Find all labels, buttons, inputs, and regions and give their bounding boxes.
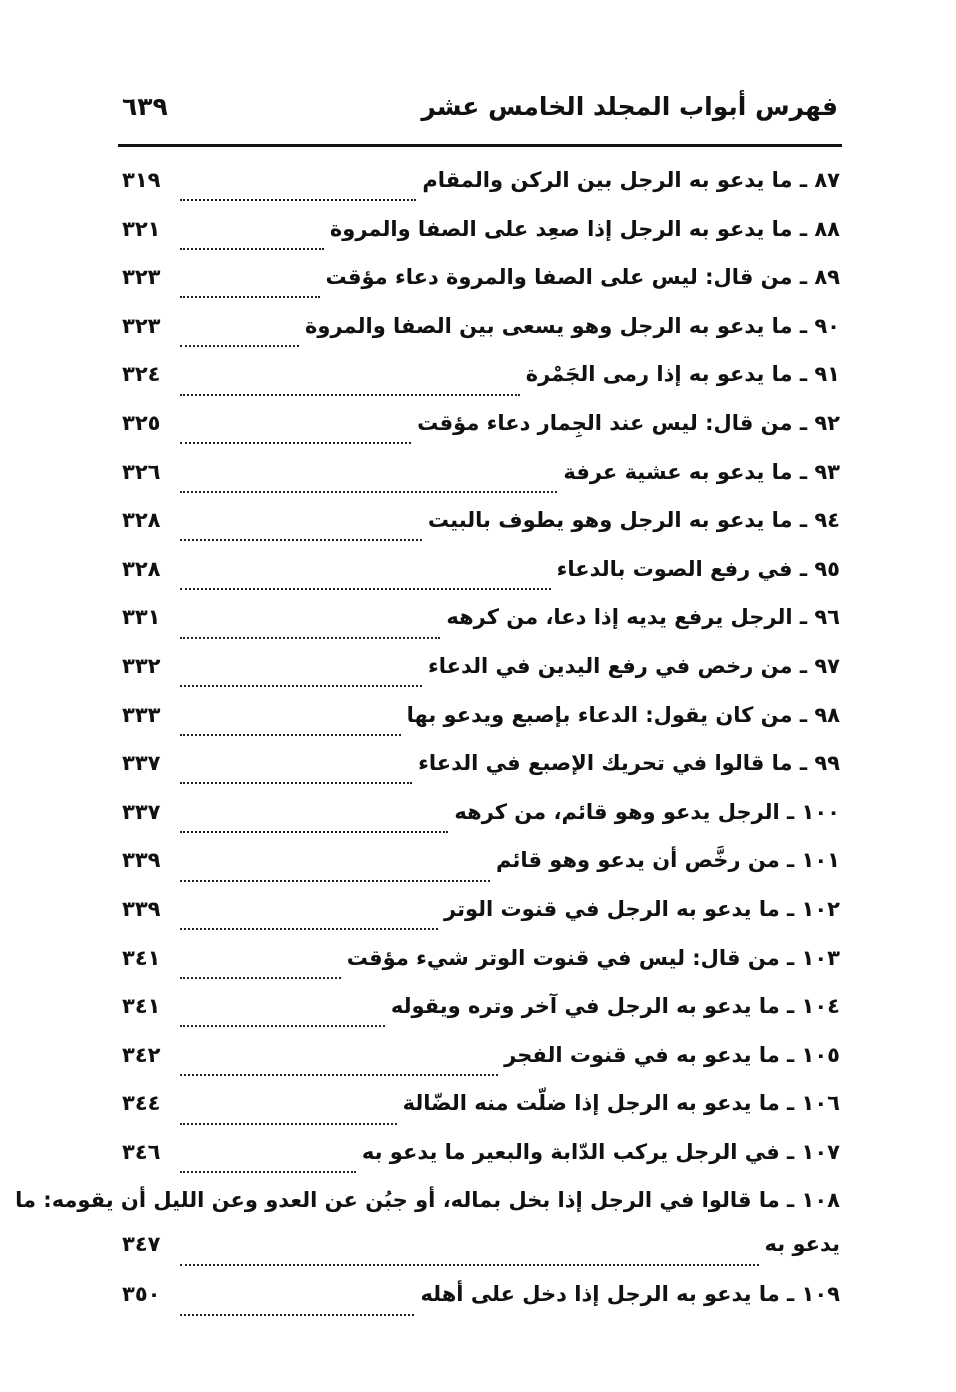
toc-entry-title: ٨٩ ـ من قال: ليس على الصفا والمروة دعاء مؤقت <box>325 265 840 290</box>
toc-entry <box>122 605 840 654</box>
toc-entry-title: ١٠٠ ـ الرجل يدعو وهو قائم، من كرهه <box>454 799 840 824</box>
toc-entry-title: ٩٤ ـ ما يدعو به الرجل وهو يطوف بالبيت <box>427 508 840 533</box>
toc-entry-title: ٩٢ ـ من قال: ليس عند الجِمار دعاء مؤقت <box>417 410 840 435</box>
toc-dot-leader <box>180 880 490 882</box>
toc-entry-title: ١٠١ ـ من رخَّص أن يدعو وهو قائم <box>496 848 840 873</box>
toc-entry-title: ٩١ ـ ما يدعو به إذا رمى الجَمْرة <box>525 362 840 387</box>
toc-dot-leader <box>180 1171 356 1173</box>
toc-dot-leader <box>180 977 341 979</box>
toc-entry <box>122 897 840 946</box>
toc-entry <box>122 1140 840 1189</box>
toc-entry-title: ٩٣ ـ ما يدعو به عشية عرفة <box>563 459 840 484</box>
toc-entry-title-line1: ١٠٨ ـ ما قالوا في الرجل إذا بخل بماله، أو جبُن عن العدو وعن الليل أن يقومه: ما <box>15 1188 840 1213</box>
toc-dot-leader <box>180 345 299 347</box>
toc-entry-line2 <box>122 1232 840 1282</box>
toc-entry <box>122 362 840 411</box>
toc-dot-leader <box>180 928 438 930</box>
toc-dot-leader <box>180 734 401 736</box>
toc-entry-page: ٣٣٢ <box>122 653 161 678</box>
toc-dot-leader <box>180 685 422 687</box>
toc-entry-title: ١٠٣ ـ من قال: ليس في قنوت الوتر شيء مؤقت <box>346 945 840 970</box>
toc-entry <box>122 946 840 995</box>
toc-entry <box>122 703 840 752</box>
toc-dot-leader <box>180 1074 498 1076</box>
toc-entry-page: ٣٢٨ <box>122 556 161 581</box>
toc-entry-page: ٣٤٢ <box>122 1042 161 1067</box>
toc-dot-leader <box>180 1264 759 1266</box>
toc-entry <box>122 800 840 849</box>
toc-entry-title: ٩٠ ـ ما يدعو به الرجل وهو يسعى بين الصفا والمروة <box>305 313 840 338</box>
table-of-contents <box>15 168 840 1331</box>
toc-dot-leader <box>180 199 416 201</box>
toc-entry-title: ٩٩ ـ ما قالوا في تحريك الإصبع في الدعاء <box>418 751 840 776</box>
toc-entry-title: ١٠٢ ـ ما يدعو به الرجل في قنوت الوتر <box>444 896 840 921</box>
toc-entry-page: ٣٤٦ <box>122 1139 161 1164</box>
toc-entry <box>122 265 840 314</box>
toc-dot-leader <box>180 831 448 833</box>
toc-entry <box>122 1282 840 1331</box>
toc-entry-page: ٣٣٩ <box>122 896 161 921</box>
toc-entry-page: ٣٣١ <box>122 605 161 630</box>
toc-entry-page: ٣٤١ <box>122 945 161 970</box>
toc-dot-leader <box>180 296 320 298</box>
toc-dot-leader <box>180 248 324 250</box>
toc-entry-page: ٣٣٧ <box>122 751 161 776</box>
toc-entry-page: ٣٢٥ <box>122 410 161 435</box>
toc-entry <box>122 508 840 557</box>
toc-entry-page: ٣٣٧ <box>122 799 161 824</box>
toc-entry-title: ٨٧ ـ ما يدعو به الرجل بين الركن والمقام <box>422 168 840 192</box>
toc-dot-leader <box>180 637 440 639</box>
toc-entry-page: ٣٣٣ <box>122 702 161 727</box>
toc-entry-title: ١٠٩ ـ ما يدعو به الرجل إذا دخل على أهله <box>420 1282 840 1307</box>
toc-entry-page: ٣١٩ <box>122 168 161 192</box>
toc-entry <box>122 168 840 217</box>
toc-dot-leader <box>180 491 557 493</box>
toc-dot-leader <box>180 1314 414 1316</box>
toc-entry <box>122 557 840 606</box>
toc-entry <box>122 848 840 897</box>
toc-entry-page: ٣٤٤ <box>122 1091 161 1116</box>
toc-entry-title: ١٠٦ ـ ما يدعو به الرجل إذا ضلّت منه الضّالة <box>402 1091 840 1116</box>
toc-entry-title: ١٠٥ ـ ما يدعو به في قنوت الفجر <box>504 1042 840 1067</box>
toc-entry-title: ٨٨ ـ ما يدعو به الرجل إذا صعِد على الصفا والمروة <box>329 216 840 241</box>
toc-dot-leader <box>180 539 422 541</box>
toc-entry <box>122 994 840 1043</box>
toc-dot-leader <box>180 1025 385 1027</box>
toc-entry <box>122 654 840 703</box>
toc-entry-title: ٩٨ ـ من كان يقول: الدعاء بإصبع ويدعو بها <box>406 702 840 727</box>
toc-entry <box>122 1091 840 1140</box>
header-page-number: ٦٣٩ <box>122 92 168 121</box>
toc-entry-page: ٣٢٨ <box>122 508 161 533</box>
toc-entry <box>122 411 840 460</box>
toc-dot-leader <box>180 394 520 396</box>
toc-entry-page: ٣٢٣ <box>122 313 161 338</box>
toc-entry <box>122 314 840 363</box>
toc-entry-page: ٣٢١ <box>122 216 161 241</box>
header-title: فهرس أبواب المجلد الخامس عشر <box>421 92 838 121</box>
toc-dot-leader <box>180 588 551 590</box>
toc-entry <box>122 751 840 800</box>
toc-entry-page: ٣٣٩ <box>122 848 161 873</box>
toc-entry-page: ٣٥٠ <box>122 1282 161 1307</box>
toc-entry-page: ٣٤١ <box>122 994 161 1019</box>
header-rule <box>118 144 842 147</box>
toc-entry <box>122 460 840 509</box>
toc-entry-page: ٣٢٦ <box>122 459 161 484</box>
toc-dot-leader <box>180 1123 397 1125</box>
page-header <box>118 92 838 132</box>
toc-dot-leader <box>180 442 411 444</box>
toc-dot-leader <box>180 782 412 784</box>
toc-entry <box>122 217 840 266</box>
toc-entry-page: ٣٢٤ <box>122 362 161 387</box>
toc-entry-title: ١٠٤ ـ ما يدعو به الرجل في آخر وتره ويقوله <box>390 994 840 1019</box>
toc-entry-multiline <box>15 1188 840 1282</box>
toc-entry-title: ٩٦ ـ الرجل يرفع يديه إذا دعا، من كرهه <box>446 605 840 630</box>
toc-entry-page: ٣٢٣ <box>122 265 161 290</box>
toc-entry-page: ٣٤٧ <box>122 1232 161 1257</box>
toc-entry-title: ٩٥ ـ في رفع الصوت بالدعاء <box>556 556 840 581</box>
toc-entry-title-line2: يدعو به <box>764 1232 840 1257</box>
toc-entry-title: ٩٧ ـ من رخص في رفع اليدين في الدعاء <box>427 653 840 678</box>
toc-entry-title: ١٠٧ ـ في الرجل يركب الدّابة والبعير ما يدعو به <box>361 1139 840 1164</box>
toc-entry <box>122 1043 840 1092</box>
